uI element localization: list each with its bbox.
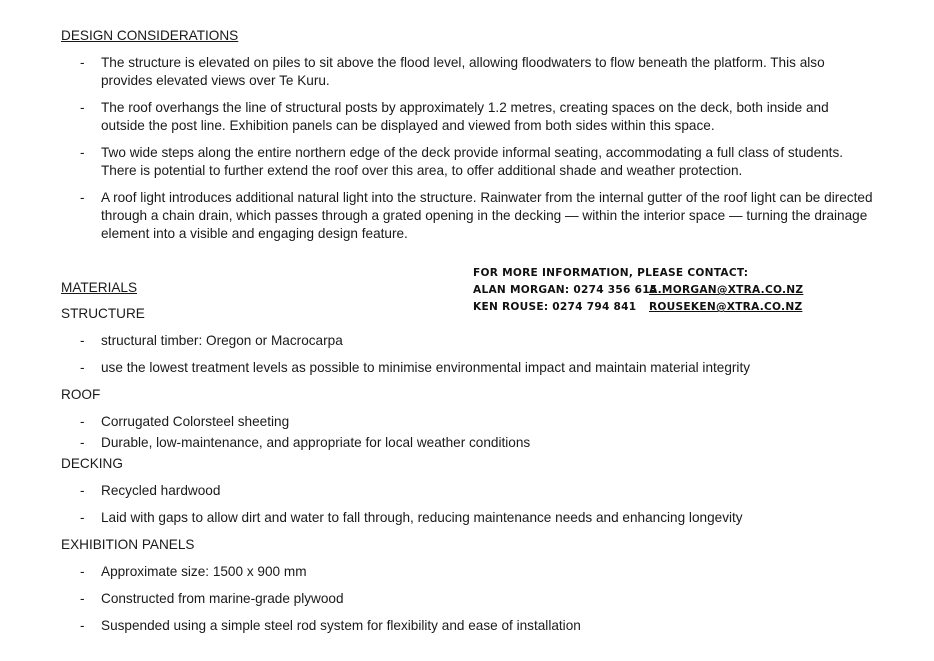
contact-email-link[interactable]: A.MORGAN@XTRA.CO.NZ — [649, 284, 804, 296]
contact-row — [473, 282, 803, 299]
structure-label: STRUCTURE — [61, 306, 145, 321]
contact-title: FOR MORE INFORMATION, PLEASE CONTACT: — [473, 267, 749, 279]
bullet-dash: - — [80, 510, 85, 525]
design-bullet-text: A roof light introduces additional natural light into the structure. Rainwater from the internal gutter of the roof light can be directed through a chain drain, which passes through a grated opening in the decking — within the interior space — turning the drainage element into a visible and engaging design feature. — [101, 190, 873, 241]
bullet-dash: - — [80, 618, 85, 633]
bullet-dash: - — [80, 55, 85, 70]
design-bullet-text: Two wide steps along the entire northern edge of the deck provide informal seating, accommodating a full class of students. There is potential to further extend the roof over this area, to offer additional shade and weather protection. — [101, 145, 844, 178]
roof-bullet-text: Corrugated Colorsteel sheeting — [101, 414, 290, 429]
design-bullet-text: The structure is elevated on piles to sit above the flood level, allowing floodwaters to flow beneath the platform. This also provides elevated views over Te Kuru. — [101, 55, 825, 88]
bullet-dash: - — [80, 564, 85, 579]
bullet-dash: - — [80, 145, 85, 160]
bullet-dash: - — [80, 333, 85, 348]
bullet-dash: - — [80, 591, 85, 606]
structure-bullet-text: use the lowest treatment levels as possible to minimise environmental impact and maintain material integrity — [101, 360, 751, 375]
contact-name-phone: ALAN MORGAN: 0274 356 615 — [473, 284, 658, 296]
roof-bullet-text: Durable, low-maintenance, and appropriate for local weather conditions — [101, 435, 531, 450]
exhibition-panels-label: EXHIBITION PANELS — [61, 537, 195, 552]
panels-bullet-text: Suspended using a simple steel rod system for flexibility and ease of installation — [101, 618, 581, 633]
contact-name-phone: KEN ROUSE: 0274 794 841 — [473, 301, 637, 313]
bullet-dash: - — [80, 483, 85, 498]
bullet-dash: - — [80, 360, 85, 375]
decking-label: DECKING — [61, 456, 123, 471]
contact-email-link[interactable]: ROUSEKEN@XTRA.CO.NZ — [649, 301, 803, 313]
panels-bullet-text: Approximate size: 1500 x 900 mm — [101, 564, 307, 579]
materials-heading: MATERIALS — [61, 280, 138, 295]
contact-row — [473, 299, 803, 316]
contact-block — [473, 265, 803, 316]
decking-bullet-text: Laid with gaps to allow dirt and water to fall through, reducing maintenance needs and enhancing longevity — [101, 510, 743, 525]
roof-label: ROOF — [61, 387, 101, 402]
bullet-dash: - — [80, 100, 85, 115]
structure-bullet-text: structural timber: Oregon or Macrocarpa — [101, 333, 343, 348]
bullet-dash: - — [80, 435, 85, 450]
design-bullet-text: The roof overhangs the line of structural posts by approximately 1.2 metres, creating spaces on the deck, both inside and outside the post line. Exhibition panels can be displayed and viewed from both sides within this space. — [101, 100, 829, 133]
bullet-dash: - — [80, 190, 85, 205]
decking-bullet-text: Recycled hardwood — [101, 483, 221, 498]
panels-bullet-text: Constructed from marine-grade plywood — [101, 591, 344, 606]
bullet-dash: - — [80, 414, 85, 429]
design-considerations-heading: DESIGN CONSIDERATIONS — [61, 28, 239, 43]
